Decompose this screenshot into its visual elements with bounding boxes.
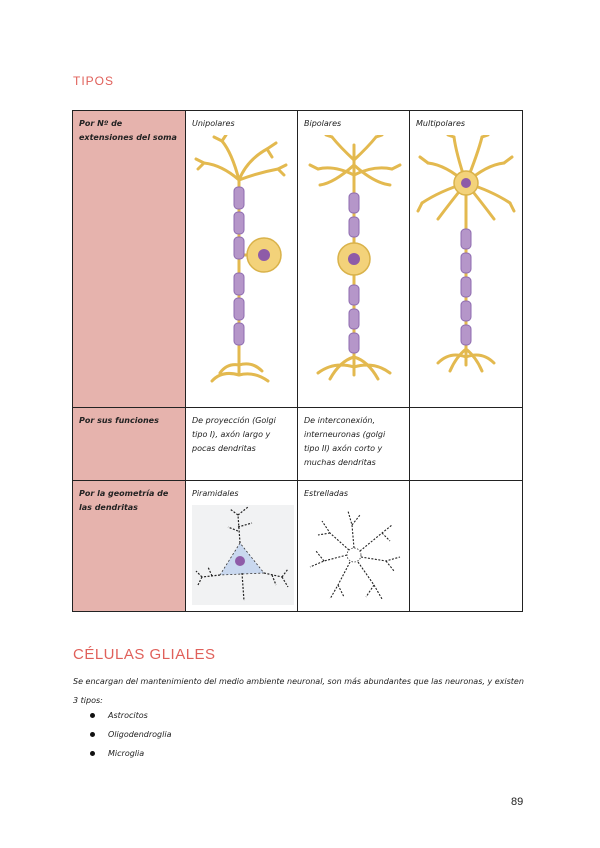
page-number: 89 <box>511 796 524 808</box>
table-row-functions <box>73 408 523 481</box>
bipolar-neuron-illustration <box>304 135 404 385</box>
bullet-icon <box>90 751 95 756</box>
cell-piramidales <box>186 481 298 612</box>
stellate-neuron-drawing <box>304 505 406 605</box>
table-row-geometry <box>73 481 523 612</box>
list-item-label: Microglia <box>108 749 145 758</box>
label-unipolares: Unipolares <box>192 119 235 128</box>
cell-unipolares <box>186 111 298 408</box>
label-estrelladas: Estrelladas <box>304 489 349 498</box>
cell-estrelladas <box>298 481 410 612</box>
pyramidal-neuron-drawing <box>192 505 294 605</box>
unipolar-neuron-illustration <box>192 135 292 385</box>
row-header-extensions: Por Nº de extensiones del soma <box>73 111 186 408</box>
cell-multipolares <box>410 111 523 408</box>
label-bipolares: Bipolares <box>304 119 342 128</box>
section-heading-tipos: TIPOS <box>73 74 115 88</box>
list-item <box>90 725 171 744</box>
label-piramidales: Piramidales <box>192 489 239 498</box>
glial-cells-heading: CÉLULAS GLIALES <box>73 646 216 663</box>
glial-cell-types-list <box>90 706 171 763</box>
bullet-icon <box>90 713 95 718</box>
stellate-neuron-image <box>304 505 406 605</box>
bullet-icon <box>90 732 95 737</box>
label-multipolares: Multipolares <box>416 119 466 128</box>
list-item-label: Astrocitos <box>108 711 148 720</box>
glial-cells-description: Se encargan del mantenimiento del medio ambiente neuronal, son más abundantes que las neuronas, y existen 3 tipos: <box>73 677 524 705</box>
list-item <box>90 744 171 763</box>
neuron-types-table <box>72 110 523 612</box>
row-header-geometry: Por la geometría de las dendritas <box>73 481 186 612</box>
cell-functions-empty <box>410 408 523 481</box>
pyramidal-neuron-image <box>192 505 294 605</box>
multipolar-neuron-illustration <box>416 135 516 385</box>
cell-interconexion: De interconexión, interneuronas (golgi tipo II) axón corto y muchas dendritas <box>298 408 410 481</box>
table-row-extensions <box>73 111 523 408</box>
cell-proyeccion: De proyección (Golgi tipo I), axón largo y pocas dendritas <box>186 408 298 481</box>
cell-geometry-empty <box>410 481 523 612</box>
list-item <box>90 706 171 725</box>
row-header-functions: Por sus funciones <box>73 408 186 481</box>
list-item-label: Oligodendroglia <box>108 730 172 739</box>
cell-bipolares <box>298 111 410 408</box>
